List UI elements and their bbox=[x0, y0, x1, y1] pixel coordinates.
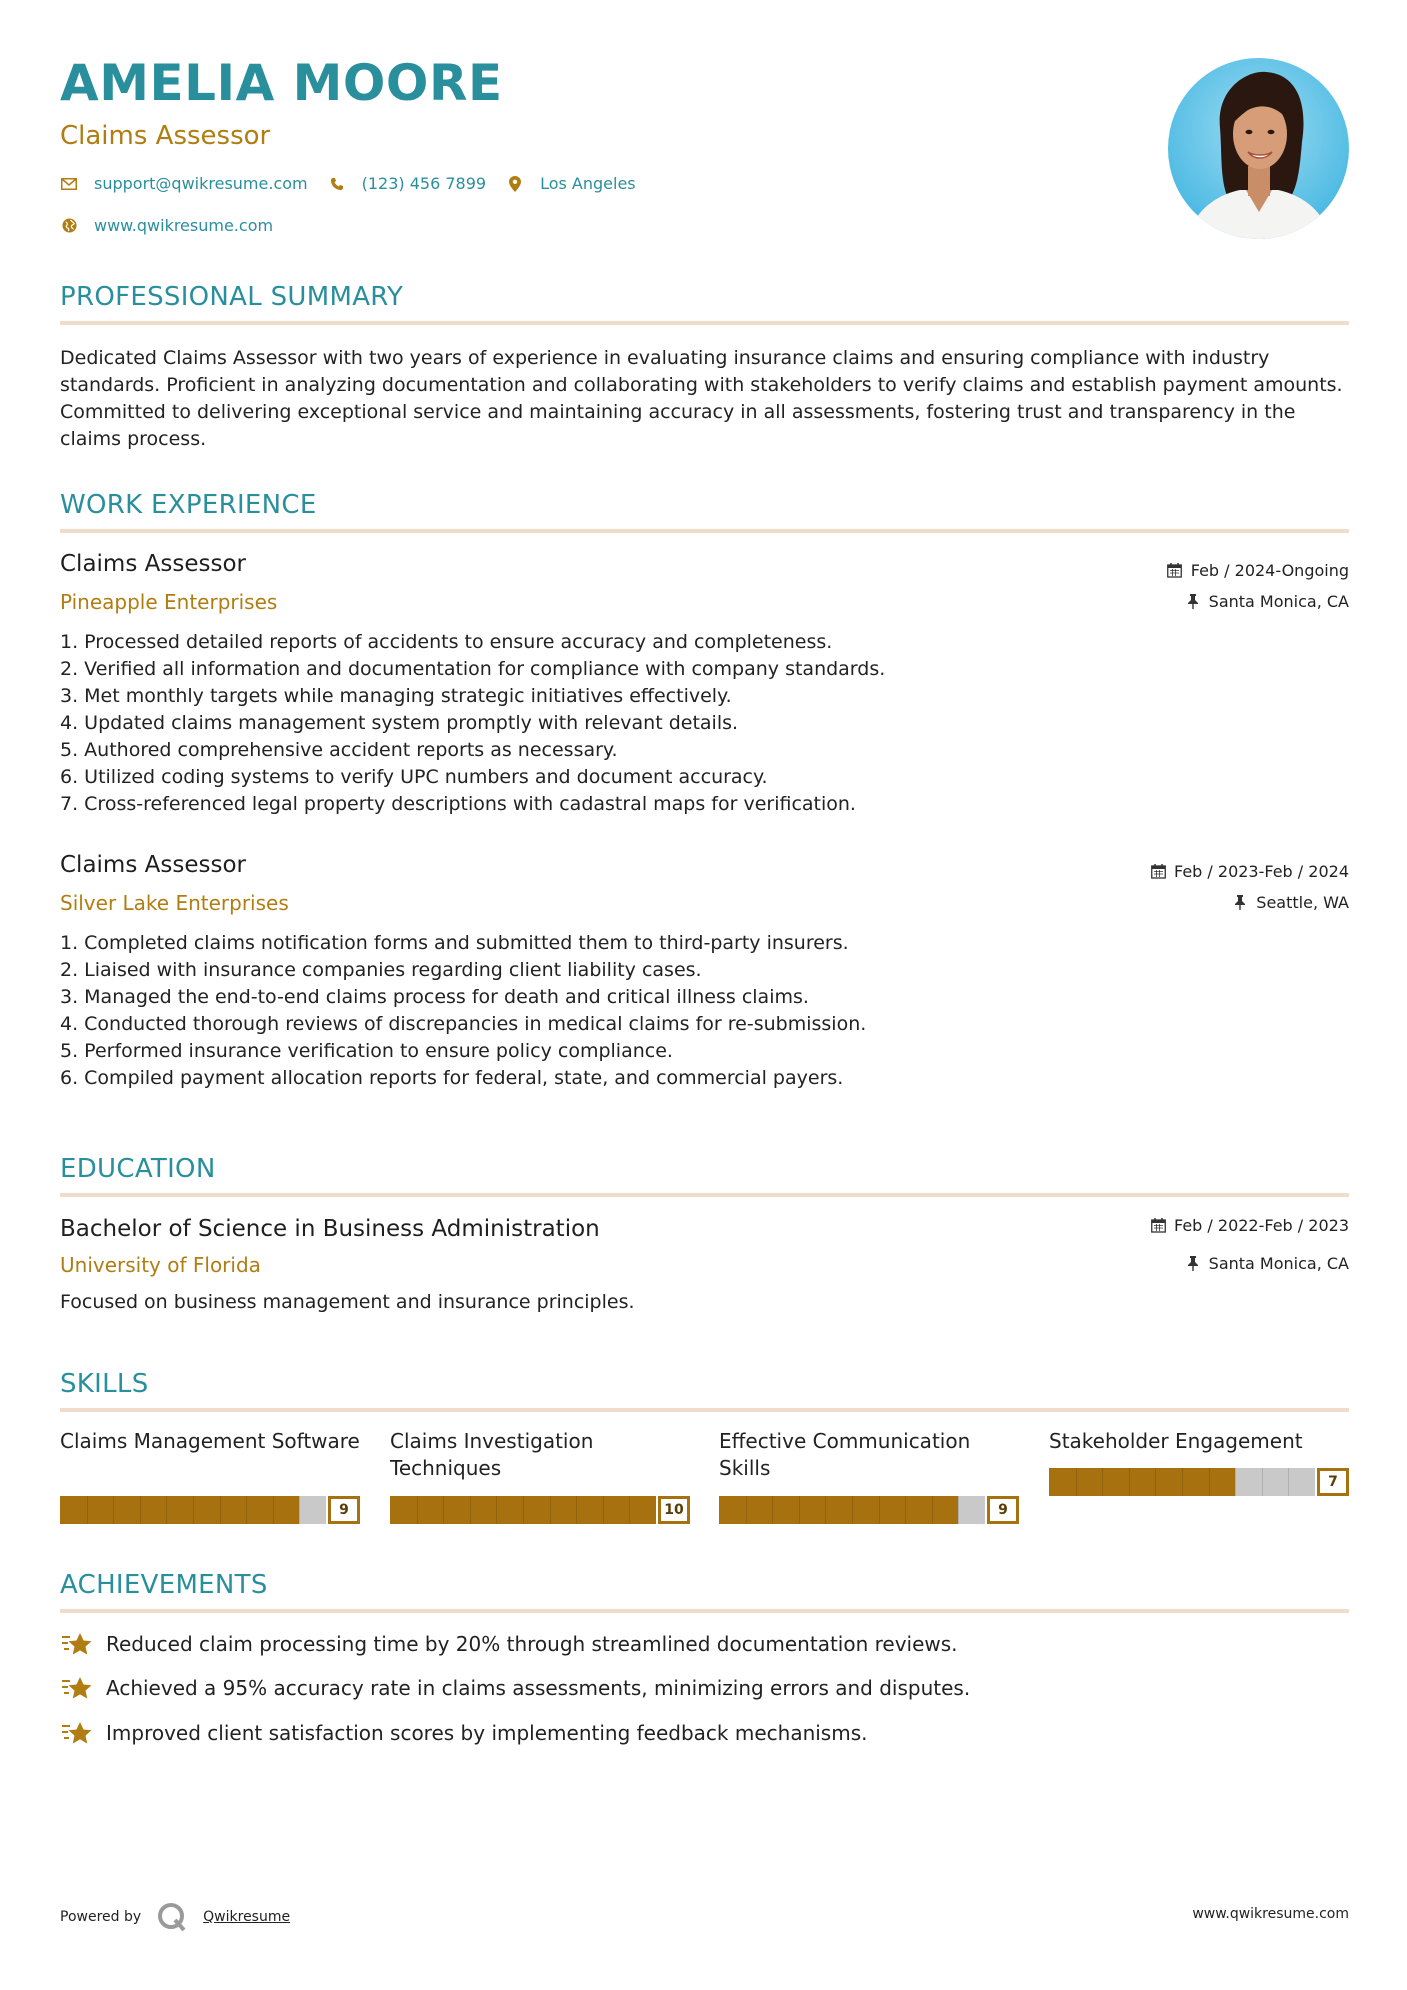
job-dates-text: Feb / 2024-Ongoing bbox=[1190, 561, 1349, 580]
phone-text: (123) 456 7899 bbox=[361, 174, 487, 193]
skill-bar-segment bbox=[417, 1496, 418, 1524]
job-location-text: Seattle, WA bbox=[1256, 893, 1349, 912]
job-location-text: Santa Monica, CA bbox=[1208, 592, 1349, 611]
skill-bar-segment bbox=[470, 1496, 471, 1524]
email-text: support@qwikresume.com bbox=[94, 174, 308, 193]
skill-bar-segment bbox=[852, 1496, 853, 1524]
skill-bar-segment bbox=[87, 1496, 88, 1524]
skill-item bbox=[1049, 1428, 1349, 1490]
powered-by-label: Powered by bbox=[60, 1909, 142, 1925]
section-divider bbox=[60, 529, 1349, 533]
list-item: 7. Cross-referenced legal property descriptions with cadastral maps for verification. bbox=[60, 793, 856, 815]
list-item: 6. Compiled payment allocation reports for federal, state, and commercial payers. bbox=[60, 1067, 844, 1089]
skill-level-bar bbox=[719, 1496, 1019, 1524]
education-location-text: Santa Monica, CA bbox=[1208, 1254, 1349, 1273]
achievement-item bbox=[60, 1629, 958, 1659]
achievement-text: Improved client satisfaction scores by implementing feedback mechanisms. bbox=[106, 1721, 868, 1745]
list-item: 5. Performed insurance verification to ensure policy compliance. bbox=[60, 1040, 673, 1062]
list-item: 3. Managed the end-to-end claims process for death and critical illness claims. bbox=[60, 986, 809, 1008]
education-dates bbox=[1150, 1216, 1349, 1235]
skill-level-badge: 9 bbox=[328, 1496, 360, 1524]
pushpin-icon bbox=[1185, 594, 1201, 610]
skill-level-badge: 9 bbox=[987, 1496, 1019, 1524]
skill-bar-segment bbox=[1262, 1468, 1263, 1496]
skill-name: Claims Management Software bbox=[60, 1429, 360, 1453]
skill-bar-segment bbox=[140, 1496, 141, 1524]
website-text: www.qwikresume.com bbox=[94, 216, 274, 235]
candidate-name: AMELIA MOORE bbox=[60, 54, 503, 112]
skill-level-bar bbox=[390, 1496, 690, 1524]
contact-row-web bbox=[60, 216, 293, 235]
profile-photo bbox=[1168, 58, 1349, 239]
pushpin-icon bbox=[1232, 895, 1248, 911]
calendar-icon bbox=[1150, 1218, 1166, 1234]
section-title-education: EDUCATION bbox=[60, 1154, 216, 1184]
skill-bar-segment bbox=[1288, 1468, 1289, 1496]
calendar-icon bbox=[1167, 563, 1183, 579]
map-pin-icon bbox=[506, 175, 524, 193]
qwikresume-logo-icon bbox=[155, 1900, 189, 1934]
skill-level-badge: 10 bbox=[658, 1496, 690, 1524]
skill-bar-segment bbox=[1076, 1468, 1077, 1496]
job-company: Silver Lake Enterprises bbox=[60, 891, 289, 915]
school-name: University of Florida bbox=[60, 1253, 261, 1277]
job-dates-text: Feb / 2023-Feb / 2024 bbox=[1174, 862, 1349, 881]
job-company: Pineapple Enterprises bbox=[60, 590, 278, 614]
skill-bar-segment bbox=[958, 1496, 959, 1524]
skill-item bbox=[60, 1428, 360, 1518]
achievement-text: Achieved a 95% accuracy rate in claims assessments, minimizing errors and disputes. bbox=[106, 1676, 971, 1700]
achievement-text: Reduced claim processing time by 20% through streamlined documentation reviews. bbox=[106, 1632, 958, 1656]
job-bullets bbox=[60, 629, 1160, 818]
job-location bbox=[1232, 893, 1349, 912]
skill-bar-segment bbox=[1209, 1468, 1210, 1496]
skill-level-badge: 7 bbox=[1317, 1468, 1349, 1496]
skill-name: Claims Investigation Techniques bbox=[390, 1429, 594, 1480]
pushpin-icon bbox=[1185, 1256, 1201, 1272]
contact-phone[interactable] bbox=[328, 174, 486, 193]
section-divider bbox=[60, 1609, 1349, 1613]
section-divider bbox=[60, 321, 1349, 325]
skill-bar-segment bbox=[443, 1496, 444, 1524]
skill-bar-segment bbox=[550, 1496, 551, 1524]
calendar-icon bbox=[1150, 864, 1166, 880]
skill-bar-segment bbox=[576, 1496, 577, 1524]
skill-bar-segment bbox=[523, 1496, 524, 1524]
summary-text: Dedicated Claims Assessor with two years of experience in evaluating insurance claims and ensuring compliance with industry standards. Proficient in analyzing documentation and collaborating with stakeholders to verify claims and establish payment amounts. Committed to delivering exceptional service and maintaining accuracy in all assessments, fostering trust and transparency in the claims process. bbox=[60, 347, 1343, 450]
skill-bar-fill bbox=[60, 1496, 299, 1524]
skill-bar-segment bbox=[1129, 1468, 1130, 1496]
skill-bar-segment bbox=[1155, 1468, 1156, 1496]
list-item: 5. Authored comprehensive accident reports as necessary. bbox=[60, 739, 618, 761]
location-text: Los Angeles bbox=[540, 174, 636, 193]
education-description: Focused on business management and insurance principles. bbox=[60, 1291, 635, 1313]
skill-bar-segment bbox=[879, 1496, 880, 1524]
star-icon bbox=[60, 1718, 94, 1748]
skill-bar-segment bbox=[166, 1496, 167, 1524]
skill-bar-segment bbox=[629, 1496, 630, 1524]
skill-bar-segment bbox=[1102, 1468, 1103, 1496]
contact-row bbox=[60, 174, 656, 193]
candidate-role: Claims Assessor bbox=[60, 121, 271, 151]
education-dates-text: Feb / 2022-Feb / 2023 bbox=[1174, 1216, 1349, 1235]
skill-bar-segment bbox=[1235, 1468, 1236, 1496]
list-item: 3. Met monthly targets while managing strategic initiatives effectively. bbox=[60, 685, 732, 707]
skill-bar-segment bbox=[772, 1496, 773, 1524]
skill-bar-segment bbox=[113, 1496, 114, 1524]
degree-title: Bachelor of Science in Business Administration bbox=[60, 1216, 600, 1242]
job-dates bbox=[1167, 561, 1349, 580]
skill-level-bar bbox=[1049, 1468, 1349, 1496]
job-title: Claims Assessor bbox=[60, 551, 246, 577]
envelope-icon bbox=[60, 175, 78, 193]
skill-bar-segment bbox=[603, 1496, 604, 1524]
skill-bar-segment bbox=[496, 1496, 497, 1524]
section-title-achievements: ACHIEVEMENTS bbox=[60, 1570, 268, 1600]
footer-branding bbox=[60, 1900, 290, 1934]
job-location bbox=[1185, 592, 1349, 611]
section-title-skills: SKILLS bbox=[60, 1369, 149, 1399]
skill-bar-segment bbox=[246, 1496, 247, 1524]
contact-website[interactable] bbox=[60, 216, 273, 235]
skill-level-bar bbox=[60, 1496, 360, 1524]
skill-bar-segment bbox=[220, 1496, 221, 1524]
job-bullets bbox=[60, 930, 1160, 1092]
skill-bar-segment bbox=[825, 1496, 826, 1524]
job-dates bbox=[1150, 862, 1349, 881]
list-item: 2. Liaised with insurance companies regarding client liability cases. bbox=[60, 959, 702, 981]
skill-name: Stakeholder Engagement bbox=[1049, 1429, 1303, 1453]
skill-bar-segment bbox=[1182, 1468, 1183, 1496]
job-title: Claims Assessor bbox=[60, 852, 246, 878]
list-item: 2. Verified all information and documentation for compliance with company standards. bbox=[60, 658, 886, 680]
contact-location bbox=[506, 174, 636, 193]
list-item: 1. Completed claims notification forms and submitted them to third-party insurers. bbox=[60, 932, 849, 954]
qwikresume-link[interactable]: Qwikresume bbox=[203, 1909, 291, 1925]
skill-bar-segment bbox=[799, 1496, 800, 1524]
skill-bar-segment bbox=[905, 1496, 906, 1524]
list-item: 4. Updated claims management system promptly with relevant details. bbox=[60, 712, 739, 734]
footer-website[interactable]: www.qwikresume.com bbox=[1192, 1906, 1349, 1922]
skill-bar-segment bbox=[299, 1496, 300, 1524]
skill-bar-segment bbox=[273, 1496, 274, 1524]
skill-name: Effective Communication Skills bbox=[719, 1429, 971, 1480]
contact-email[interactable] bbox=[60, 174, 308, 193]
star-icon bbox=[60, 1673, 94, 1703]
skill-bar-fill bbox=[719, 1496, 958, 1524]
skill-bar-segment bbox=[193, 1496, 194, 1524]
skill-bar-segment bbox=[932, 1496, 933, 1524]
section-divider bbox=[60, 1408, 1349, 1412]
skill-bar-segment bbox=[746, 1496, 747, 1524]
achievement-item bbox=[60, 1673, 970, 1703]
education-location bbox=[1185, 1254, 1349, 1273]
skill-item bbox=[719, 1428, 1019, 1518]
globe-icon bbox=[60, 217, 78, 235]
list-item: 4. Conducted thorough reviews of discrepancies in medical claims for re-submission. bbox=[60, 1013, 867, 1035]
list-item: 1. Processed detailed reports of accidents to ensure accuracy and completeness. bbox=[60, 631, 833, 653]
section-divider bbox=[60, 1193, 1349, 1197]
star-icon bbox=[60, 1629, 94, 1659]
section-title-summary: PROFESSIONAL SUMMARY bbox=[60, 282, 404, 312]
skill-item bbox=[390, 1428, 690, 1518]
phone-icon bbox=[328, 175, 346, 193]
list-item: 6. Utilized coding systems to verify UPC numbers and document accuracy. bbox=[60, 766, 768, 788]
achievement-item bbox=[60, 1718, 867, 1748]
section-title-experience: WORK EXPERIENCE bbox=[60, 490, 317, 520]
